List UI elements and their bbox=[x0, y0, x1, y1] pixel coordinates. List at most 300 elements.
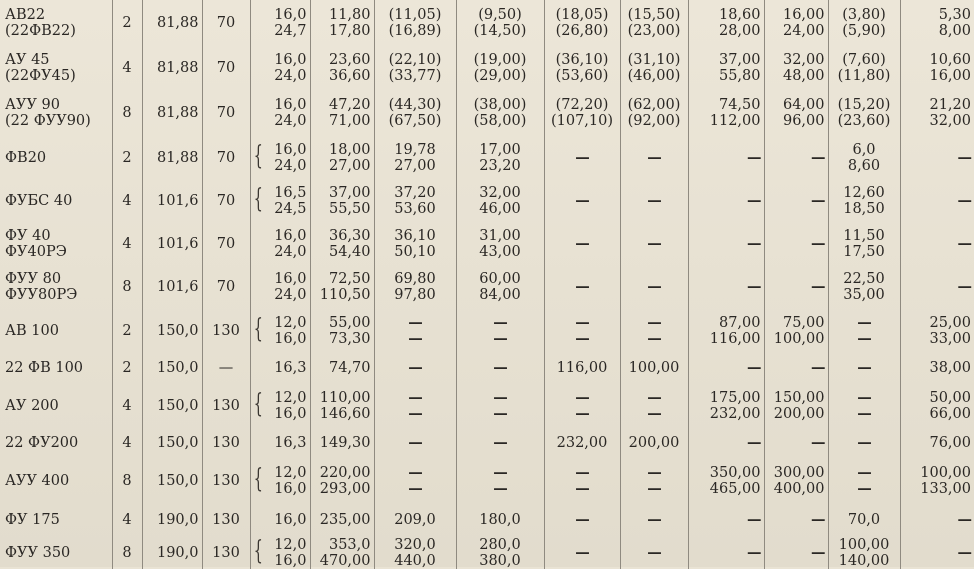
value-cell-5 bbox=[620, 0, 688, 46]
value-cell-4 bbox=[544, 46, 620, 89]
value-cell-4-line: — bbox=[575, 278, 589, 295]
value-cell-6 bbox=[688, 179, 764, 223]
value-cell-5-line: — bbox=[647, 330, 661, 347]
thickness-cell bbox=[250, 503, 310, 537]
count-cell: 4 bbox=[112, 179, 142, 223]
value-cell-9 bbox=[900, 265, 974, 309]
value-cell-7 bbox=[764, 0, 828, 46]
value-cell-4-line: — bbox=[575, 235, 589, 252]
table-row bbox=[0, 89, 974, 137]
value-cell-4-line: (53,60) bbox=[555, 67, 609, 84]
model-cell bbox=[0, 265, 112, 309]
value-cell-3 bbox=[456, 537, 544, 569]
thickness-line: 16,0 bbox=[274, 553, 307, 569]
value-cell-9-line: 133,00 bbox=[920, 480, 971, 497]
count-cell: 8 bbox=[112, 89, 142, 137]
value-cell-3 bbox=[456, 458, 544, 503]
thickness-values bbox=[274, 7, 306, 39]
value-cell-1-line: 470,00 bbox=[319, 553, 371, 569]
value-cell-4 bbox=[544, 428, 620, 458]
value-cell-1-line: 220,00 bbox=[319, 464, 371, 481]
value-cell-4 bbox=[544, 179, 620, 223]
diameter-cell: 81,88 bbox=[142, 46, 202, 89]
value-cell-5-line: (62,00) bbox=[627, 97, 681, 113]
value-cell-3-line: (58,00) bbox=[473, 113, 527, 129]
thickness-values bbox=[274, 512, 306, 528]
value-cell-4 bbox=[544, 223, 620, 265]
thickness-cell bbox=[250, 458, 310, 503]
value-cell-1-line: 36,30 bbox=[328, 228, 371, 244]
value-cell-8 bbox=[828, 265, 900, 309]
value-cell-3-line: 23,20 bbox=[479, 158, 521, 174]
value-cell-4 bbox=[544, 503, 620, 537]
value-cell-8 bbox=[828, 383, 900, 428]
value-cell-6-line: — bbox=[747, 511, 761, 528]
thickness-cell bbox=[250, 0, 310, 46]
value-cell-7 bbox=[764, 503, 828, 537]
value-cell-6 bbox=[688, 428, 764, 458]
value-cell-6-line: — bbox=[747, 235, 761, 252]
pressure-cell: 130 bbox=[202, 458, 250, 503]
value-cell-2-line: 440,0 bbox=[394, 553, 436, 569]
value-cell-4-line: — bbox=[575, 479, 589, 497]
value-cell-8-line: (23,60) bbox=[837, 113, 891, 129]
value-cell-9-line: 100,00 bbox=[920, 464, 971, 481]
value-cell-6 bbox=[688, 137, 764, 179]
value-cell-6-line: — bbox=[747, 149, 761, 166]
value-cell-6-line: 55,80 bbox=[718, 67, 761, 84]
value-cell-8 bbox=[828, 458, 900, 503]
value-cell-6 bbox=[688, 353, 764, 383]
count-cell: 4 bbox=[112, 428, 142, 458]
value-cell-2-line: 53,60 bbox=[394, 201, 436, 217]
value-cell-3-line: — bbox=[493, 314, 507, 331]
thickness-values bbox=[274, 142, 306, 174]
thickness-values bbox=[274, 360, 306, 376]
value-cell-7 bbox=[764, 179, 828, 223]
value-cell-2 bbox=[374, 309, 456, 353]
value-cell-5-line: 200,00 bbox=[628, 435, 680, 451]
value-cell-3 bbox=[456, 179, 544, 223]
value-cell-8-line: (3,80) bbox=[842, 7, 886, 23]
value-cell-1-line: 71,00 bbox=[328, 113, 371, 129]
model-cell-line: 22 ФВ 100 bbox=[5, 360, 84, 376]
value-cell-8-line: 140,00 bbox=[838, 553, 890, 569]
thickness-line: 16,0 bbox=[274, 97, 307, 113]
value-cell-3-line: 32,00 bbox=[479, 185, 521, 201]
value-cell-9-line: 32,00 bbox=[929, 113, 971, 129]
value-cell-5-line: (46,00) bbox=[627, 67, 681, 84]
value-cell-2 bbox=[374, 223, 456, 265]
value-cell-8 bbox=[828, 353, 900, 383]
value-cell-6-line: 18,60 bbox=[718, 7, 761, 23]
diameter-cell: 150,0 bbox=[142, 458, 202, 503]
diameter-cell: 150,0 bbox=[142, 383, 202, 428]
value-cell-4-line: — bbox=[575, 330, 589, 347]
value-cell-8-line: 18,50 bbox=[843, 201, 885, 217]
model-cell-line: ФУ 40 bbox=[5, 228, 51, 244]
value-cell-1-line: 72,50 bbox=[328, 271, 371, 287]
model-cell bbox=[0, 383, 112, 428]
value-cell-3-line: — bbox=[493, 359, 507, 376]
value-cell-4 bbox=[544, 309, 620, 353]
value-cell-7 bbox=[764, 537, 828, 569]
value-cell-2-line: — bbox=[408, 388, 422, 406]
value-cell-2-line: 209,0 bbox=[394, 512, 436, 528]
pressure-cell: — bbox=[202, 353, 250, 383]
value-cell-8 bbox=[828, 137, 900, 179]
diameter-cell: 101,6 bbox=[142, 179, 202, 223]
value-cell-8-line: (7,60) bbox=[842, 51, 886, 68]
value-cell-6-line: 175,00 bbox=[709, 389, 761, 406]
value-cell-8-line: — bbox=[857, 359, 871, 376]
value-cell-9-line: 21,20 bbox=[929, 97, 971, 113]
thickness-cell bbox=[250, 179, 310, 223]
value-cell-5 bbox=[620, 89, 688, 137]
value-cell-2-line: — bbox=[408, 404, 422, 422]
value-cell-1-line: 47,20 bbox=[328, 97, 371, 113]
value-cell-3-line: 280,0 bbox=[479, 537, 521, 553]
model-cell-line: АУУ 400 bbox=[5, 472, 70, 489]
value-cell-8 bbox=[828, 503, 900, 537]
count-cell: 8 bbox=[112, 458, 142, 503]
value-cell-2 bbox=[374, 537, 456, 569]
value-cell-3-line: — bbox=[493, 479, 507, 497]
value-cell-5-line: — bbox=[647, 388, 661, 406]
value-cell-5-line: — bbox=[647, 404, 661, 422]
model-cell-line: АУУ 90 bbox=[5, 97, 60, 113]
table-row bbox=[0, 309, 974, 353]
value-cell-2-line: (33,77) bbox=[388, 67, 442, 84]
value-cell-3 bbox=[456, 383, 544, 428]
value-cell-8-line: 8,60 bbox=[847, 158, 881, 174]
value-cell-4-line: — bbox=[575, 388, 589, 406]
value-cell-5 bbox=[620, 428, 688, 458]
value-cell-5-line: 100,00 bbox=[628, 360, 680, 376]
thickness-values bbox=[274, 465, 306, 497]
value-cell-2-line: 97,80 bbox=[394, 287, 436, 303]
value-cell-3-line: 43,00 bbox=[479, 244, 521, 260]
value-cell-9-line: 16,00 bbox=[929, 67, 971, 84]
value-cell-9-line: — bbox=[957, 235, 971, 252]
value-cell-1-line: 235,00 bbox=[319, 512, 371, 528]
value-cell-6-line: 87,00 bbox=[718, 315, 761, 331]
value-cell-9-line: 38,00 bbox=[929, 360, 971, 376]
value-cell-6 bbox=[688, 458, 764, 503]
value-cell-4-line: (36,10) bbox=[555, 51, 609, 68]
count-cell: 4 bbox=[112, 223, 142, 265]
value-cell-7-line: 75,00 bbox=[782, 315, 825, 331]
value-cell-6 bbox=[688, 383, 764, 428]
value-cell-5-line: (15,50) bbox=[627, 7, 681, 23]
value-cell-3-line: (38,00) bbox=[473, 97, 527, 113]
value-cell-9-line: — bbox=[957, 192, 971, 209]
value-cell-7-line: — bbox=[811, 434, 825, 451]
value-cell-7 bbox=[764, 137, 828, 179]
value-cell-2 bbox=[374, 0, 456, 46]
value-cell-2 bbox=[374, 458, 456, 503]
thickness-line: 16,0 bbox=[274, 405, 307, 422]
value-cell-9 bbox=[900, 309, 974, 353]
model-cell-line: (22 ФУУ90) bbox=[5, 113, 91, 129]
value-cell-7-line: 48,00 bbox=[782, 67, 825, 84]
thickness-values bbox=[274, 315, 306, 347]
value-cell-6 bbox=[688, 223, 764, 265]
count-cell: 8 bbox=[112, 537, 142, 569]
value-cell-8-line: 6,0 bbox=[852, 142, 876, 158]
value-cell-3-line: (9,50) bbox=[478, 7, 522, 23]
thickness-line: 24,7 bbox=[274, 23, 307, 39]
value-cell-2 bbox=[374, 353, 456, 383]
model-cell-line: ФУ40РЭ bbox=[5, 244, 67, 260]
model-cell bbox=[0, 353, 112, 383]
value-cell-9-line: — bbox=[957, 511, 971, 528]
value-cell-2 bbox=[374, 179, 456, 223]
thickness-values bbox=[274, 435, 306, 451]
value-cell-9 bbox=[900, 179, 974, 223]
value-cell-5-line: — bbox=[647, 544, 661, 561]
value-cell-9 bbox=[900, 428, 974, 458]
thickness-line: 12,0 bbox=[274, 464, 307, 481]
value-cell-4 bbox=[544, 265, 620, 309]
value-cell-7 bbox=[764, 223, 828, 265]
value-cell-2-line: (16,89) bbox=[388, 23, 442, 39]
diameter-cell: 190,0 bbox=[142, 537, 202, 569]
value-cell-7-line: 400,00 bbox=[773, 480, 825, 497]
value-cell-4-line: (18,05) bbox=[555, 7, 609, 23]
value-cell-8 bbox=[828, 46, 900, 89]
model-cell bbox=[0, 503, 112, 537]
value-cell-8-line: (11,80) bbox=[837, 67, 891, 84]
thickness-line: 24,0 bbox=[274, 244, 307, 260]
value-cell-5-line: — bbox=[647, 314, 661, 331]
value-cell-6-line: — bbox=[747, 278, 761, 295]
value-cell-3 bbox=[456, 265, 544, 309]
diameter-cell: 81,88 bbox=[142, 89, 202, 137]
diameter-cell: 101,6 bbox=[142, 223, 202, 265]
thickness-line: 12,0 bbox=[274, 315, 307, 331]
value-cell-9-line: 66,00 bbox=[929, 405, 971, 422]
thickness-line: 24,0 bbox=[274, 67, 307, 84]
value-cell-5 bbox=[620, 137, 688, 179]
model-cell-line: ФУУ 80 bbox=[5, 271, 62, 287]
value-cell-6-line: 116,00 bbox=[709, 331, 761, 347]
value-cell-6-line: 74,50 bbox=[718, 97, 761, 113]
value-cell-1 bbox=[310, 383, 374, 428]
thickness-line: 16,0 bbox=[274, 7, 307, 23]
model-cell bbox=[0, 309, 112, 353]
thickness-values bbox=[274, 537, 306, 569]
value-cell-8 bbox=[828, 179, 900, 223]
value-cell-4 bbox=[544, 89, 620, 137]
pressure-cell: 130 bbox=[202, 383, 250, 428]
value-cell-6 bbox=[688, 309, 764, 353]
value-cell-3 bbox=[456, 353, 544, 383]
thickness-line: 12,0 bbox=[274, 389, 307, 406]
value-cell-8 bbox=[828, 223, 900, 265]
value-cell-7-line: 24,00 bbox=[782, 23, 825, 39]
thickness-values bbox=[274, 97, 306, 129]
value-cell-5 bbox=[620, 503, 688, 537]
value-cell-1-line: 146,60 bbox=[319, 405, 371, 422]
value-cell-9 bbox=[900, 0, 974, 46]
table-row bbox=[0, 383, 974, 428]
value-cell-7 bbox=[764, 353, 828, 383]
value-cell-9 bbox=[900, 137, 974, 179]
pressure-cell: 130 bbox=[202, 537, 250, 569]
value-cell-1 bbox=[310, 137, 374, 179]
value-cell-2-line: (44,30) bbox=[388, 97, 442, 113]
model-cell bbox=[0, 223, 112, 265]
pressure-cell: 70 bbox=[202, 223, 250, 265]
count-cell: 4 bbox=[112, 503, 142, 537]
value-cell-5-line: — bbox=[647, 192, 661, 209]
model-cell-line: АВ 100 bbox=[5, 323, 59, 339]
value-cell-1 bbox=[310, 309, 374, 353]
value-cell-3 bbox=[456, 309, 544, 353]
value-cell-2-line: 19,78 bbox=[394, 142, 436, 158]
value-cell-3 bbox=[456, 89, 544, 137]
value-cell-3-line: 380,0 bbox=[479, 553, 521, 569]
model-cell bbox=[0, 428, 112, 458]
model-cell-line: ФВ20 bbox=[5, 150, 47, 166]
value-cell-3 bbox=[456, 137, 544, 179]
value-cell-8-line: 100,00 bbox=[838, 537, 890, 553]
value-cell-7 bbox=[764, 46, 828, 89]
value-cell-6-line: — bbox=[747, 192, 761, 209]
model-cell-line: 22 ФУ200 bbox=[5, 435, 79, 451]
thickness-line: 16,0 bbox=[274, 512, 307, 528]
value-cell-2 bbox=[374, 383, 456, 428]
value-cell-9 bbox=[900, 458, 974, 503]
thickness-values bbox=[274, 228, 306, 260]
value-cell-4 bbox=[544, 383, 620, 428]
value-cell-7-line: — bbox=[811, 359, 825, 376]
value-cell-4-line: 232,00 bbox=[556, 435, 608, 451]
model-cell-line: ФУУ 350 bbox=[5, 545, 71, 561]
brace-symbol: { bbox=[253, 141, 263, 171]
value-cell-2 bbox=[374, 503, 456, 537]
model-cell bbox=[0, 537, 112, 569]
value-cell-1-line: 17,80 bbox=[328, 23, 371, 39]
value-cell-1-line: 55,00 bbox=[328, 315, 371, 331]
value-cell-5 bbox=[620, 309, 688, 353]
value-cell-5 bbox=[620, 179, 688, 223]
value-cell-2-line: 50,10 bbox=[394, 244, 436, 260]
value-cell-5 bbox=[620, 223, 688, 265]
value-cell-3-line: 46,00 bbox=[479, 201, 521, 217]
value-cell-7-line: — bbox=[811, 235, 825, 252]
value-cell-1-line: 23,60 bbox=[328, 51, 371, 68]
table-row bbox=[0, 265, 974, 309]
value-cell-9-line: — bbox=[957, 544, 971, 561]
thickness-line: 16,0 bbox=[274, 271, 307, 287]
thickness-cell bbox=[250, 428, 310, 458]
table-row bbox=[0, 537, 974, 569]
value-cell-1 bbox=[310, 0, 374, 46]
value-cell-2-line: — bbox=[408, 359, 422, 376]
value-cell-1 bbox=[310, 458, 374, 503]
value-cell-5-line: — bbox=[647, 463, 661, 481]
value-cell-6 bbox=[688, 537, 764, 569]
value-cell-8-line: 17,50 bbox=[843, 244, 885, 260]
thickness-line: 16,3 bbox=[274, 360, 307, 376]
value-cell-6 bbox=[688, 503, 764, 537]
value-cell-9-line: 8,00 bbox=[938, 23, 971, 39]
model-cell bbox=[0, 137, 112, 179]
diameter-cell: 81,88 bbox=[142, 137, 202, 179]
value-cell-8-line: 12,60 bbox=[843, 185, 885, 201]
value-cell-3 bbox=[456, 428, 544, 458]
thickness-line: 16,0 bbox=[274, 142, 307, 158]
thickness-line: 24,0 bbox=[274, 287, 307, 303]
thickness-values bbox=[274, 52, 306, 84]
thickness-cell bbox=[250, 89, 310, 137]
value-cell-9-line: — bbox=[957, 278, 971, 295]
value-cell-4 bbox=[544, 458, 620, 503]
value-cell-5-line: (92,00) bbox=[627, 113, 681, 129]
value-cell-7 bbox=[764, 89, 828, 137]
value-cell-3-line: (29,00) bbox=[473, 67, 527, 84]
value-cell-6-line: — bbox=[747, 544, 761, 561]
value-cell-3 bbox=[456, 503, 544, 537]
value-cell-7-line: 64,00 bbox=[782, 97, 825, 113]
table-row bbox=[0, 46, 974, 89]
value-cell-7 bbox=[764, 309, 828, 353]
value-cell-5 bbox=[620, 458, 688, 503]
table-row bbox=[0, 458, 974, 503]
value-cell-1-line: 18,00 bbox=[328, 142, 371, 158]
count-cell: 2 bbox=[112, 309, 142, 353]
thickness-line: 16,5 bbox=[274, 185, 307, 201]
value-cell-6-line: 232,00 bbox=[709, 405, 761, 422]
value-cell-4 bbox=[544, 137, 620, 179]
value-cell-3 bbox=[456, 46, 544, 89]
model-cell-line: ФУБС 40 bbox=[5, 193, 73, 209]
thickness-cell bbox=[250, 353, 310, 383]
model-cell bbox=[0, 0, 112, 46]
value-cell-2-line: — bbox=[408, 434, 422, 451]
value-cell-1-line: 55,50 bbox=[328, 201, 371, 217]
thickness-line: 16,3 bbox=[274, 435, 307, 451]
value-cell-8-line: (5,90) bbox=[842, 23, 886, 39]
thickness-values bbox=[274, 185, 306, 217]
value-cell-1 bbox=[310, 503, 374, 537]
value-cell-8-line: — bbox=[857, 479, 871, 497]
pressure-cell: 130 bbox=[202, 503, 250, 537]
value-cell-6-line: 465,00 bbox=[709, 480, 761, 497]
count-cell: 2 bbox=[112, 353, 142, 383]
value-cell-9-line: 25,00 bbox=[929, 315, 971, 331]
thickness-cell bbox=[250, 46, 310, 89]
value-cell-5-line: — bbox=[647, 149, 661, 166]
value-cell-3-line: 31,00 bbox=[479, 228, 521, 244]
value-cell-9-line: 50,00 bbox=[929, 389, 971, 406]
value-cell-4-line: — bbox=[575, 511, 589, 528]
pressure-cell: 70 bbox=[202, 89, 250, 137]
brace-symbol: { bbox=[253, 463, 263, 494]
value-cell-3-line: — bbox=[493, 434, 507, 451]
value-cell-2-line: — bbox=[408, 479, 422, 497]
value-cell-1-line: 54,40 bbox=[328, 244, 371, 260]
count-cell: 4 bbox=[112, 383, 142, 428]
thickness-line: 12,0 bbox=[274, 537, 307, 553]
table-row bbox=[0, 353, 974, 383]
value-cell-3 bbox=[456, 0, 544, 46]
thickness-line: 24,5 bbox=[274, 201, 307, 217]
value-cell-9 bbox=[900, 383, 974, 428]
pressure-cell: 130 bbox=[202, 309, 250, 353]
